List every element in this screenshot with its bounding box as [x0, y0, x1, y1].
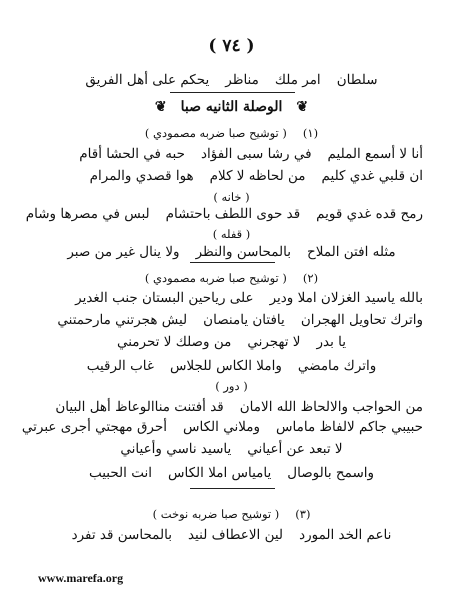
line-segment: (٢): [302, 271, 319, 285]
line-segment: يافتان يامنصان: [203, 312, 285, 328]
line-segment: ( توشيح صبا ضربه مصمودي ): [144, 126, 287, 140]
line-segment: بالله ياسيد الغزلان املا ودير: [269, 290, 423, 306]
text-line: [40, 505, 423, 523]
line-segment: ( توشيح صبا ضربه مصمودي ): [144, 271, 287, 285]
text-line: [40, 188, 423, 206]
line-segment: قد حوى اللطف باحتشام: [165, 206, 301, 222]
text-line: [40, 464, 423, 482]
line-segment: ليش هجرتني مارحمتني: [57, 312, 188, 328]
text-line: [40, 269, 423, 287]
line-segment: لا تهجرني: [247, 334, 301, 350]
line-segment: واترك مامضي: [297, 358, 377, 374]
line-segment: ياسيد ناسي وأعياني: [120, 441, 232, 457]
line-segment: قد أفتنت مناالوعاظ أهل البيان: [55, 399, 224, 415]
line-segment: ( دور ): [215, 379, 248, 393]
line-segment: أحرق مهجتي أجرى عبرتي: [21, 419, 167, 435]
line-segment: أنا لا أسمع المليم: [327, 146, 423, 162]
line-segment: حبه في الحشا أقام: [79, 146, 185, 162]
line-segment: واترك تحاويل الهجران: [300, 312, 423, 328]
line-segment: (٣): [295, 507, 311, 521]
line-segment: امر ملك: [274, 72, 321, 88]
line-segment: من لحاظه لا كلام: [209, 168, 306, 184]
text-line: [40, 124, 423, 142]
line-segment: يحكم على أهل الفريق: [85, 72, 210, 88]
line-segment: بالمحاسن قد تفرد: [71, 527, 172, 543]
line-segment: ناعم الخد المورد: [299, 527, 392, 543]
text-line: [40, 311, 423, 329]
line-segment: يا بدر: [316, 334, 347, 350]
text-line: [21, 418, 423, 436]
text-line: [40, 440, 423, 458]
line-segment: رمح قده غدي قويم: [316, 206, 423, 222]
line-segment: من الحواجب والالحاظ الله الامان: [239, 399, 423, 415]
divider: [190, 488, 275, 489]
page-number: ( ٧٤ ): [208, 36, 255, 56]
text-line: [40, 243, 423, 261]
text-line: [40, 167, 423, 185]
text-line: [40, 145, 423, 163]
text-line: [40, 526, 423, 544]
line-segment: حبيبي جاكم لالفاظ ماماس: [276, 419, 423, 435]
text-line: [40, 289, 423, 307]
ornament-icon: ❦: [296, 99, 309, 115]
line-segment: الوصلة الثانيه صبا: [180, 99, 283, 115]
line-segment: ( خانه ): [213, 190, 250, 204]
line-segment: واسمح بالوصال: [287, 465, 375, 481]
line-segment: واملا الكاس للجلاس: [169, 358, 282, 374]
divider: [170, 92, 295, 93]
line-segment: بالمحاسن والنظر: [195, 244, 292, 260]
line-segment: ان قلبي غدي كليم: [321, 168, 423, 184]
line-segment: ( توشيح صبا ضربه نوخت ): [152, 507, 280, 521]
line-segment: انت الحبيب: [88, 465, 152, 481]
line-segment: مناظر: [225, 72, 259, 88]
text-line: [40, 71, 423, 89]
line-segment: هوا قصدي والمرام: [89, 168, 194, 184]
line-segment: على رياحين البستان جنب الغدير: [75, 290, 254, 306]
text-line: [40, 98, 423, 116]
line-segment: لين الاعطاف لنيد: [187, 527, 284, 543]
line-segment: مثله افتن الملاح: [307, 244, 396, 260]
text-line: [40, 377, 423, 395]
text-line: [40, 398, 423, 416]
line-segment: يامياس املا الكاس: [167, 465, 272, 481]
line-segment: (١): [302, 126, 319, 140]
line-segment: غاب الرقيب: [86, 358, 154, 374]
text-line: [40, 225, 423, 243]
ornament-icon: ❦: [154, 99, 167, 115]
line-segment: في رشا سبى الفؤاد: [200, 146, 312, 162]
line-segment: سلطان: [336, 72, 378, 88]
line-segment: لبس في مصرها وشام: [25, 206, 150, 222]
line-segment: لا تبعد عن أعياني: [247, 441, 343, 457]
line-segment: ولا ينال غير من صبر: [67, 244, 180, 260]
line-segment: وملاني الكاس: [182, 419, 261, 435]
divider: [190, 262, 275, 263]
line-segment: من وصلك لا تحرمني: [116, 334, 232, 350]
text-line: [40, 357, 423, 375]
text-line: [25, 205, 423, 223]
text-line: [40, 333, 423, 351]
line-segment: ( قفله ): [212, 227, 251, 241]
footer-url: www.marefa.org: [38, 571, 124, 585]
